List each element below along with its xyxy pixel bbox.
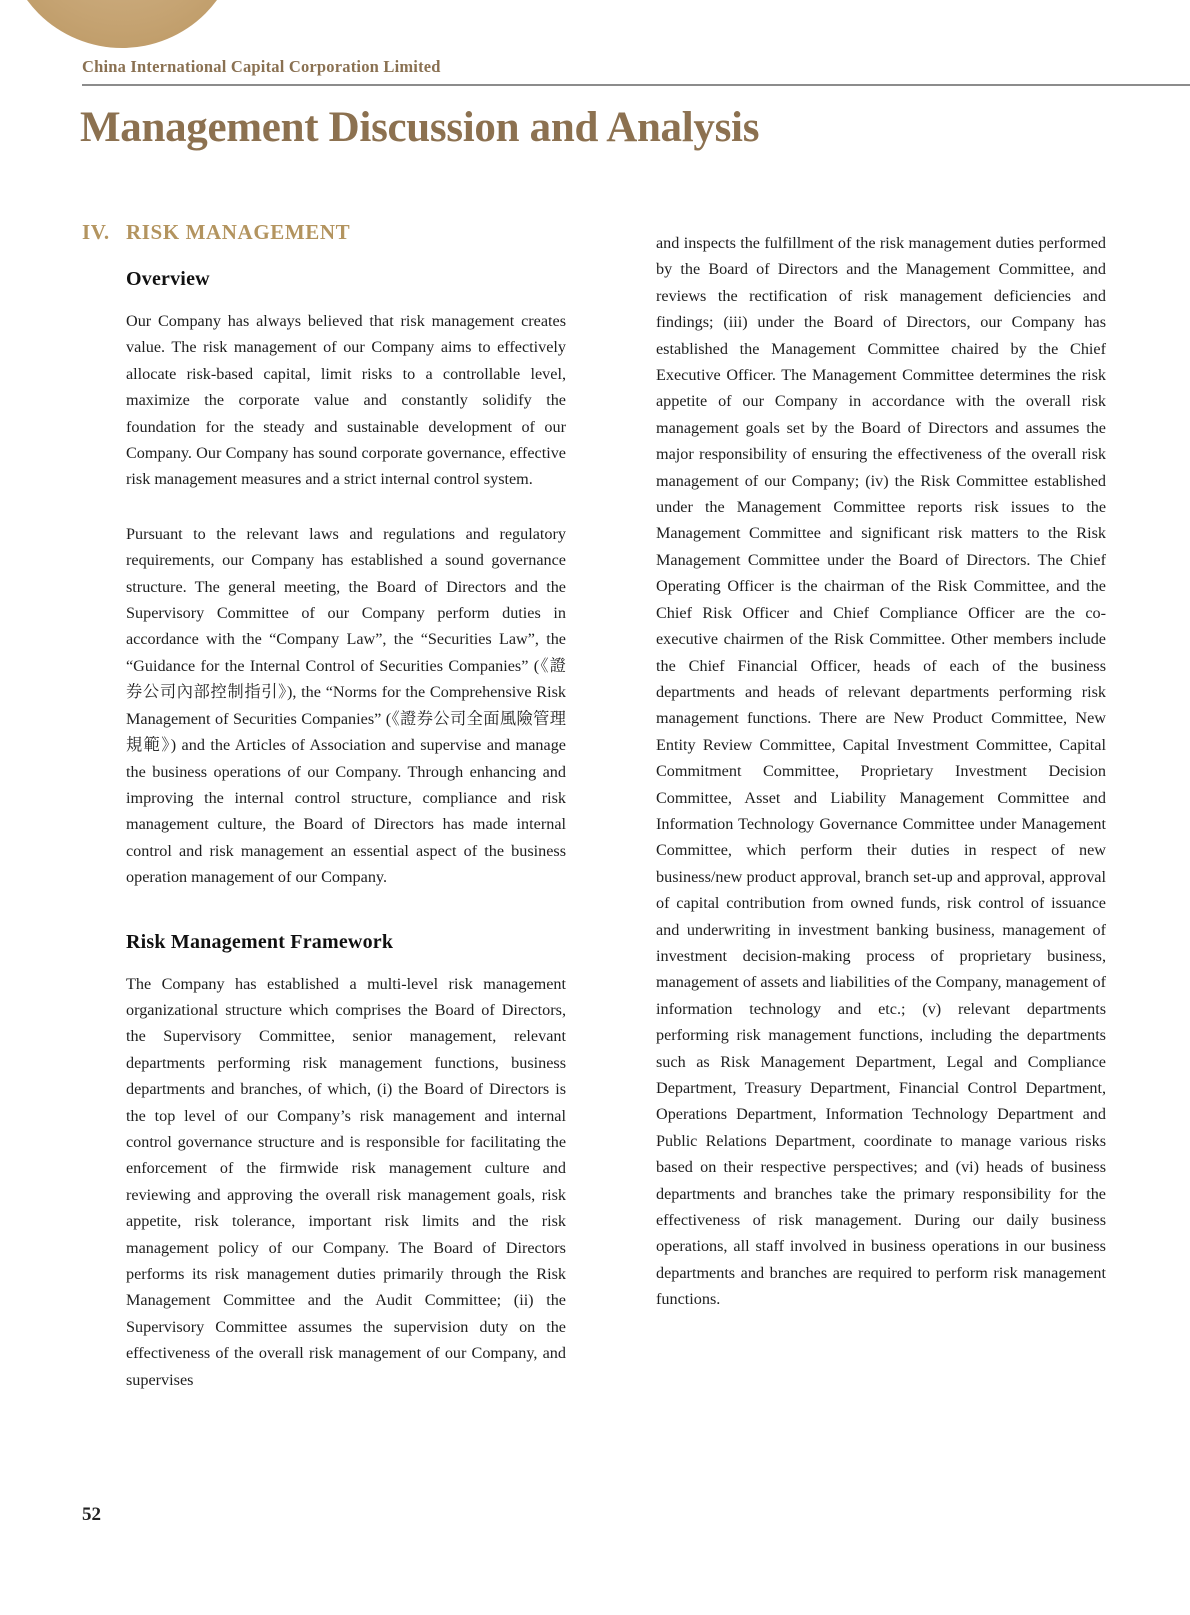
section-number: IV. — [82, 220, 110, 244]
right-column — [656, 218, 1106, 1421]
framework-heading: Risk Management Framework — [126, 930, 394, 953]
overview-paragraph-2: Pursuant to the relevant laws and regulations and regulatory requirements, our Company has established a sound governance structure. The general meeting, the Board of Directors and the Supervisory Committee of our Company perform duties in accordance with the “Company Law”, the “Securities Law”, the “Guidance for the Internal Control of Securities Companies” (《證券公司內部控制指引》), the “Norms for the Comprehensive Risk Management of Securities Companies” (《證券公司全面風險管理規範》) and the Articles of Association and supervise and manage the business operations of our Company. Through enhancing and improving the internal control structure, compliance and risk management culture, the Board of Directors has made internal control and risk management an essential aspect of the business operation management of our Company. — [126, 524, 566, 887]
framework-paragraph: The Company has established a multi-level risk management organizational structure which comprises the Board of Directors, the Supervisory Committee, senior management, relevant departments performing risk management functions, business departments and branches, of which, (i) the Board of Directors is the top level of our Company’s risk management and internal control governance structure and is responsible for facilitating the enforcement of the firmwide risk management culture and reviewing and approving the overall risk management goals, risk appetite, risk tolerance, important risk limits and the risk management policy of our Company. The Board of Directors performs its risk management duties primarily through the Risk Management Committee and the Audit Committee; (ii) the Supervisory Committee assumes the supervision duty on the effectiveness of the overall risk management of our Company, and supervises — [126, 974, 566, 1389]
company-name: China International Capital Corporation Limited — [82, 57, 441, 76]
company-logo-icon — [4, 0, 240, 48]
header-divider — [82, 84, 1190, 86]
left-column — [82, 218, 566, 1421]
page-number: 52 — [82, 1504, 101, 1525]
page-title: Management Discussion and Analysis — [80, 104, 760, 151]
continuation-paragraph: and inspects the fulfillment of the risk management duties performed by the Board of Directors and the Management Committee, and reviews the rectification of risk management deficiencies and findings; (iii) under the Board of Directors, our Company has established the Management Committee chaired by the Chief Executive Officer. The Management Committee determines the risk appetite of our Company in accordance with the overall risk management goals set by the Board of Directors and assumes the major responsibility of ensuring the effectiveness of the overall risk management of our Company; (iv) the Risk Committee established under the Management Committee reports risk issues to the Management Committee and significant risk matters to the Risk Management Committee under the Board of Directors. The Chief Operating Officer is the chairman of the Risk Committee, and the Chief Risk Officer and Chief Compliance Officer are the co-executive chairmen of the Risk Committee. Other members include the Chief Financial Officer, heads of each of the business departments and heads of relevant departments performing risk management functions. There are New Product Committee, New Entity Review Committee, Capital Investment Committee, Capital Commitment Committee, Proprietary Investment Decision Committee, Asset and Liability Management Committee and Information Technology Governance Committee under Management Committee, which perform their duties in respect of new business/new product approval, branch set-up and approval, approval of capital contribution from owned funds, risk control of issuance and underwriting in investment banking business, management of investment decision-making process of proprietary business, management of assets and liabilities of the Company, management of information technology and etc.; (v) relevant departments performing risk management functions, including the departments such as Risk Management Department, Legal and Compliance Department, Treasury Department, Financial Control Department, Operations Department, Information Technology Department and Public Relations Department, coordinate to manage various risks based on their respective perspectives; and (vi) heads of business departments and branches take the primary responsibility for the effectiveness of risk management. During our daily business operations, all staff involved in business operations in our business departments and branches are required to perform risk management functions. — [656, 234, 1106, 1309]
section-heading-risk-management — [82, 218, 566, 246]
section-title: RISK MANAGEMENT — [126, 220, 351, 244]
section-content — [126, 266, 566, 1393]
overview-heading: Overview — [126, 268, 210, 290]
overview-paragraph-1: Our Company has always believed that risk management creates value. The risk management of our Company aims to effectively allocate risk-based capital, limit risks to a controllable level, maximize the corporate value and constantly solidify the foundation for the steady and sustainable development of our Company. Our Company has sound corporate governance, effective risk management measures and a strict internal control system. — [126, 312, 566, 489]
two-column-body — [82, 218, 1106, 1421]
